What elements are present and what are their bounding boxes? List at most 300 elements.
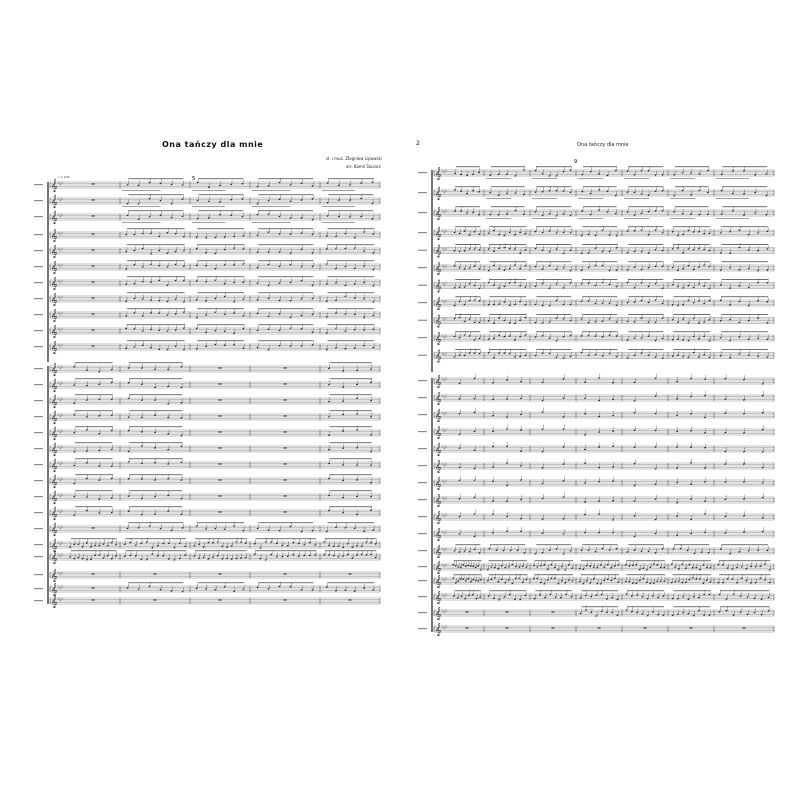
staff xyxy=(34,260,380,274)
clef-icon: 𝄞 xyxy=(435,607,442,620)
staff xyxy=(34,228,380,242)
flat-icon: ♭ xyxy=(59,327,62,333)
score-page-left xyxy=(30,130,390,650)
lyric-text xyxy=(252,190,291,191)
flat-icon: ♭ xyxy=(58,428,60,433)
instrument-label xyxy=(418,628,427,629)
flat-icon: ♭ xyxy=(59,231,62,237)
instrument-label xyxy=(34,282,43,283)
staff xyxy=(418,261,774,275)
staff xyxy=(34,506,380,520)
flat-icon: ♭ xyxy=(59,263,62,269)
flat-icon: ♭ xyxy=(58,412,60,417)
clef-icon: 𝄞 xyxy=(51,491,58,504)
flat-icon: ♭ xyxy=(443,334,446,340)
clef-icon: 𝄞 xyxy=(51,245,58,258)
staff xyxy=(34,292,380,306)
flat-icon: ♭ xyxy=(442,280,444,286)
clef-icon: 𝄞 xyxy=(51,277,58,290)
flat-icon: ♭ xyxy=(59,365,62,371)
staff xyxy=(418,623,774,636)
staff xyxy=(34,426,380,440)
clef-icon: 𝄞 xyxy=(435,591,442,604)
instrument-label xyxy=(418,380,427,381)
lyric-text xyxy=(322,222,355,223)
lyric-text xyxy=(624,198,649,199)
score-system-right xyxy=(412,130,784,660)
clef-icon: 𝄞 xyxy=(435,244,442,258)
score-system-left xyxy=(30,130,390,650)
clef-icon: 𝄞 xyxy=(435,528,442,541)
instrument-label xyxy=(34,314,43,315)
lyric-text xyxy=(578,218,603,219)
lyric-text xyxy=(670,218,695,219)
flat-icon: ♭ xyxy=(443,282,446,287)
flat-icon: ♭ xyxy=(59,509,62,515)
instrument-label xyxy=(418,431,427,432)
flat-icon: ♭ xyxy=(443,352,446,357)
lyric-text xyxy=(122,222,161,223)
flat-icon: ♭ xyxy=(445,393,448,398)
flat-icon: ♭ xyxy=(59,247,62,253)
flat-icon: ♭ xyxy=(59,445,62,451)
instrument-label xyxy=(418,267,427,268)
staff xyxy=(418,493,774,507)
flat-icon: ♭ xyxy=(443,593,446,599)
instrument-label xyxy=(418,566,427,567)
flat-icon: ♭ xyxy=(61,552,64,557)
instrument-label xyxy=(34,464,43,465)
flat-icon: ♭ xyxy=(443,513,446,519)
flat-icon: ♭ xyxy=(445,208,448,213)
clef-icon: 𝄞 xyxy=(435,426,442,439)
staff xyxy=(418,510,774,524)
instrument-label xyxy=(418,212,427,213)
arranger-credit: arr. Kamil Ślusarz xyxy=(346,164,381,169)
flat-icon: ♭ xyxy=(443,189,446,195)
flat-icon: ♭ xyxy=(58,524,60,529)
flat-icon: ♭ xyxy=(59,525,62,531)
flat-icon: ♭ xyxy=(58,294,60,299)
staff xyxy=(418,313,774,327)
clef-icon: 𝄞 xyxy=(435,460,442,473)
lyric-text xyxy=(122,206,161,207)
instrument-label xyxy=(418,397,427,398)
clef-icon: 𝄞 xyxy=(51,395,58,408)
clef-icon: 𝄞 xyxy=(435,375,442,388)
staff xyxy=(418,206,774,220)
clef-icon: 𝄞 xyxy=(51,363,58,376)
instrument-label xyxy=(34,600,43,601)
flat-icon: ♭ xyxy=(443,462,446,468)
instrument-label xyxy=(34,574,43,575)
instrument-label xyxy=(34,298,43,299)
instrument-label xyxy=(418,285,427,286)
flat-icon: ♭ xyxy=(59,461,62,467)
staff xyxy=(34,244,380,258)
instrument-label xyxy=(418,550,427,551)
staff xyxy=(418,331,774,345)
flat-icon: ♭ xyxy=(442,315,444,321)
instrument-label xyxy=(34,496,43,497)
instrument-label xyxy=(34,346,43,347)
instrument-label xyxy=(34,184,43,185)
flat-icon: ♭ xyxy=(443,377,446,383)
flat-icon: ♭ xyxy=(61,524,64,529)
flat-icon: ♭ xyxy=(445,333,448,338)
staff xyxy=(34,178,380,192)
clef-icon: 𝄞 xyxy=(435,409,442,422)
flat-icon: ♭ xyxy=(442,410,444,415)
lyric-text xyxy=(532,178,557,179)
flat-icon: ♭ xyxy=(443,411,446,417)
flat-icon: ♭ xyxy=(442,592,444,597)
flat-icon: ♭ xyxy=(442,188,444,193)
flat-icon: ♭ xyxy=(442,546,444,551)
clef-icon: 𝄞 xyxy=(51,583,58,596)
flat-icon: ♭ xyxy=(61,540,64,545)
instrument-label xyxy=(418,482,427,483)
instrument-label xyxy=(34,416,43,417)
staff xyxy=(34,538,380,552)
flat-icon: ♭ xyxy=(443,547,446,553)
instrument-label xyxy=(418,580,427,581)
lyric-text xyxy=(624,218,649,219)
flat-icon: ♭ xyxy=(443,479,446,485)
flat-icon: ♭ xyxy=(58,460,60,465)
lyric-text xyxy=(624,178,649,179)
flat-icon: ♭ xyxy=(443,563,446,569)
flat-icon: ♭ xyxy=(59,181,62,187)
flat-icon: ♭ xyxy=(442,376,444,381)
instrument-label xyxy=(34,250,43,251)
instrument-label xyxy=(418,516,427,517)
staff xyxy=(34,308,380,322)
flat-icon: ♭ xyxy=(58,508,60,513)
instrument-label xyxy=(34,216,43,217)
flat-icon: ♭ xyxy=(445,315,448,321)
flat-icon: ♭ xyxy=(443,496,446,502)
flat-icon: ♭ xyxy=(442,576,444,581)
flat-icon: ♭ xyxy=(445,478,448,483)
flat-icon: ♭ xyxy=(445,350,448,356)
flat-icon: ♭ xyxy=(443,530,446,536)
clef-icon: 𝄞 xyxy=(435,392,442,405)
flat-icon: ♭ xyxy=(58,396,60,401)
flat-icon: ♭ xyxy=(445,427,448,432)
clef-icon: 𝄞 xyxy=(435,332,442,345)
clef-icon: 𝄞 xyxy=(435,477,442,490)
flat-icon: ♭ xyxy=(61,396,64,401)
flat-icon: ♭ xyxy=(61,428,64,433)
flat-icon: ♭ xyxy=(61,230,64,235)
instrument-label xyxy=(418,465,427,466)
clef-icon: 𝄞 xyxy=(51,341,58,354)
instrument-label xyxy=(418,192,427,193)
flat-icon: ♭ xyxy=(445,608,448,613)
staff xyxy=(34,458,380,472)
staff xyxy=(34,582,380,596)
flat-icon: ♭ xyxy=(442,393,444,398)
lyric-text xyxy=(716,218,749,219)
flat-icon: ♭ xyxy=(445,444,448,449)
flat-icon: ♭ xyxy=(61,310,64,315)
instrument-label xyxy=(418,533,427,534)
flat-icon: ♭ xyxy=(443,317,446,322)
staff xyxy=(34,394,380,408)
staff xyxy=(418,374,774,388)
clef-icon: 𝄞 xyxy=(435,262,442,275)
flat-icon: ♭ xyxy=(442,245,444,251)
flat-icon: ♭ xyxy=(443,264,446,270)
instrument-label xyxy=(34,266,43,267)
flat-icon: ♭ xyxy=(445,529,448,534)
staff xyxy=(34,340,380,354)
clef-icon: 𝄞 xyxy=(51,459,58,472)
flat-icon: ♭ xyxy=(443,445,446,451)
instrument-label xyxy=(418,250,427,251)
lyric-text xyxy=(578,178,603,179)
clef-icon: 𝄞 xyxy=(51,211,58,224)
flat-icon: ♭ xyxy=(443,169,446,175)
flat-icon: ♭ xyxy=(58,380,60,385)
flat-icon: ♭ xyxy=(442,298,444,303)
flat-icon: ♭ xyxy=(58,364,60,369)
flat-icon: ♭ xyxy=(445,228,448,233)
flat-icon: ♭ xyxy=(445,576,448,581)
flat-icon: ♭ xyxy=(443,428,446,434)
staff xyxy=(418,408,774,422)
clef-icon: 𝄞 xyxy=(51,427,58,440)
flat-icon: ♭ xyxy=(59,381,62,387)
flat-icon: ♭ xyxy=(59,429,62,435)
flat-icon: ♭ xyxy=(58,262,60,267)
staff xyxy=(418,574,774,588)
lyric-text xyxy=(578,198,603,199)
flat-icon: ♭ xyxy=(61,508,64,513)
flat-icon: ♭ xyxy=(58,180,60,185)
running-title: Ona tańczy dla mnie xyxy=(577,142,629,148)
clef-icon: 𝄞 xyxy=(51,293,58,306)
instrument-label xyxy=(418,172,427,173)
flat-icon: ♭ xyxy=(442,263,444,268)
flat-icon: ♭ xyxy=(442,478,444,483)
flat-icon: ♭ xyxy=(442,168,444,173)
clef-icon: 𝄞 xyxy=(435,297,442,310)
flat-icon: ♭ xyxy=(58,326,60,331)
lyric-text xyxy=(322,190,355,191)
score-title: Ona tańczy dla mnie xyxy=(162,140,264,149)
staff xyxy=(34,569,380,582)
flat-icon: ♭ xyxy=(443,394,446,400)
clef-icon: 𝄞 xyxy=(51,507,58,520)
staff xyxy=(418,226,774,240)
clef-icon: 𝄞 xyxy=(435,314,442,328)
instrument-label xyxy=(418,320,427,321)
lyric-text xyxy=(122,190,161,191)
flat-icon: ♭ xyxy=(443,577,446,583)
flat-icon: ♭ xyxy=(442,208,444,213)
flat-icon: ♭ xyxy=(443,229,446,235)
clef-icon: 𝄞 xyxy=(51,475,58,488)
flat-icon: ♭ xyxy=(58,596,60,601)
lyric-text xyxy=(486,178,511,179)
clef-icon: 𝄞 xyxy=(51,195,58,208)
clef-icon: 𝄞 xyxy=(51,309,58,322)
staff xyxy=(418,459,774,473)
flat-icon: ♭ xyxy=(445,280,448,286)
lyric-text xyxy=(486,218,511,219)
instrument-label xyxy=(34,384,43,385)
flat-icon: ♭ xyxy=(61,326,64,331)
staff xyxy=(418,166,774,180)
flat-icon: ♭ xyxy=(61,476,64,481)
lyric-text xyxy=(322,206,355,207)
clef-icon: 𝄞 xyxy=(435,494,442,507)
instrument-label xyxy=(34,330,43,331)
flat-icon: ♭ xyxy=(58,278,60,283)
flat-icon: ♭ xyxy=(61,196,64,201)
flat-icon: ♭ xyxy=(61,380,64,385)
clef-icon: 𝄞 xyxy=(51,443,58,456)
instrument-label xyxy=(34,200,43,201)
lyric-text xyxy=(192,206,225,207)
clef-icon: 𝄞 xyxy=(435,545,442,558)
page-number: 2 xyxy=(416,140,420,147)
flat-icon: ♭ xyxy=(58,342,60,347)
flat-icon: ♭ xyxy=(59,585,62,591)
flat-icon: ♭ xyxy=(59,553,62,559)
flat-icon: ♭ xyxy=(58,246,60,251)
clef-icon: 𝄞 xyxy=(51,261,58,274)
flat-icon: ♭ xyxy=(61,584,64,589)
flat-icon: ♭ xyxy=(58,540,60,545)
clef-icon: 𝄞 xyxy=(51,229,58,242)
staff xyxy=(34,378,380,392)
flat-icon: ♭ xyxy=(443,247,446,252)
flat-icon: ♭ xyxy=(445,461,448,466)
flat-icon: ♭ xyxy=(59,397,62,403)
instrument-label xyxy=(418,414,427,415)
flat-icon: ♭ xyxy=(61,342,64,347)
staff xyxy=(34,522,380,536)
flat-icon: ♭ xyxy=(58,310,60,315)
clef-icon: 𝄞 xyxy=(51,523,58,536)
flat-icon: ♭ xyxy=(445,245,448,251)
instrument-label xyxy=(34,234,43,235)
flat-icon: ♭ xyxy=(442,529,444,534)
flat-icon: ♭ xyxy=(59,311,62,317)
rehearsal-mark: 9 xyxy=(574,159,578,165)
staff xyxy=(418,476,774,490)
instrument-label xyxy=(34,448,43,449)
instrument-label xyxy=(34,368,43,369)
staff xyxy=(34,194,380,208)
clef-icon: 𝄞 xyxy=(435,349,442,363)
rehearsal-mark: 5 xyxy=(192,176,196,182)
flat-icon: ♭ xyxy=(59,541,62,547)
clef-icon: 𝄞 xyxy=(435,279,442,293)
staff xyxy=(418,425,774,439)
flat-icon: ♭ xyxy=(445,495,448,500)
lyric-text xyxy=(670,178,695,179)
instrument-label xyxy=(34,588,43,589)
clef-icon: 𝄞 xyxy=(435,227,442,240)
lyric-text xyxy=(532,218,557,219)
instrument-label xyxy=(34,432,43,433)
clef-icon: 𝄞 xyxy=(51,569,58,582)
flat-icon: ♭ xyxy=(445,562,448,567)
lyric-text xyxy=(716,198,749,199)
clef-icon: 𝄞 xyxy=(435,167,442,180)
staff xyxy=(34,491,380,504)
clef-icon: 𝄞 xyxy=(435,561,442,574)
staff xyxy=(34,550,380,564)
flat-icon: ♭ xyxy=(59,197,62,203)
lyric-text xyxy=(192,190,225,191)
staff xyxy=(34,324,380,338)
clef-icon: 𝄞 xyxy=(51,551,58,564)
flat-icon: ♭ xyxy=(443,625,446,631)
flat-icon: ♭ xyxy=(61,262,64,267)
flat-icon: ♭ xyxy=(59,597,62,603)
flat-icon: ♭ xyxy=(443,299,446,305)
instrument-label xyxy=(34,400,43,401)
flat-icon: ♭ xyxy=(59,343,62,349)
flat-icon: ♭ xyxy=(442,333,444,338)
staff xyxy=(418,243,774,257)
flat-icon: ♭ xyxy=(58,230,60,235)
instrument-label xyxy=(418,355,427,356)
flat-icon: ♭ xyxy=(61,294,64,299)
flat-icon: ♭ xyxy=(442,495,444,500)
flat-icon: ♭ xyxy=(445,624,448,629)
lyric-text xyxy=(252,222,291,223)
staff xyxy=(418,560,774,574)
flat-icon: ♭ xyxy=(58,212,60,217)
flat-icon: ♭ xyxy=(61,444,64,449)
clef-icon: 𝄞 xyxy=(51,539,58,552)
flat-icon: ♭ xyxy=(442,624,444,629)
flat-icon: ♭ xyxy=(61,570,64,575)
instrument-label xyxy=(418,302,427,303)
staff xyxy=(34,362,380,376)
instrument-label xyxy=(418,596,427,597)
instrument-label xyxy=(34,528,43,529)
clef-icon: 𝄞 xyxy=(51,411,58,424)
flat-icon: ♭ xyxy=(58,552,60,557)
flat-icon: ♭ xyxy=(442,427,444,432)
clef-icon: 𝄞 xyxy=(51,595,58,608)
clef-icon: 𝄞 xyxy=(51,179,58,192)
staff xyxy=(418,296,774,310)
instrument-label xyxy=(418,337,427,338)
flat-icon: ♭ xyxy=(61,364,64,369)
flat-icon: ♭ xyxy=(61,596,64,601)
instrument-label xyxy=(34,512,43,513)
flat-icon: ♭ xyxy=(445,298,448,303)
flat-icon: ♭ xyxy=(59,295,62,301)
lyric-text xyxy=(716,178,749,179)
svg-text:♩ = 120: ♩ = 120 xyxy=(58,175,70,179)
clef-icon: 𝄞 xyxy=(435,623,442,636)
score-page-right xyxy=(412,130,784,660)
lyric-text xyxy=(192,222,225,223)
staff xyxy=(34,276,380,290)
flat-icon: ♭ xyxy=(61,460,64,465)
flat-icon: ♭ xyxy=(58,476,60,481)
flat-icon: ♭ xyxy=(59,477,62,483)
